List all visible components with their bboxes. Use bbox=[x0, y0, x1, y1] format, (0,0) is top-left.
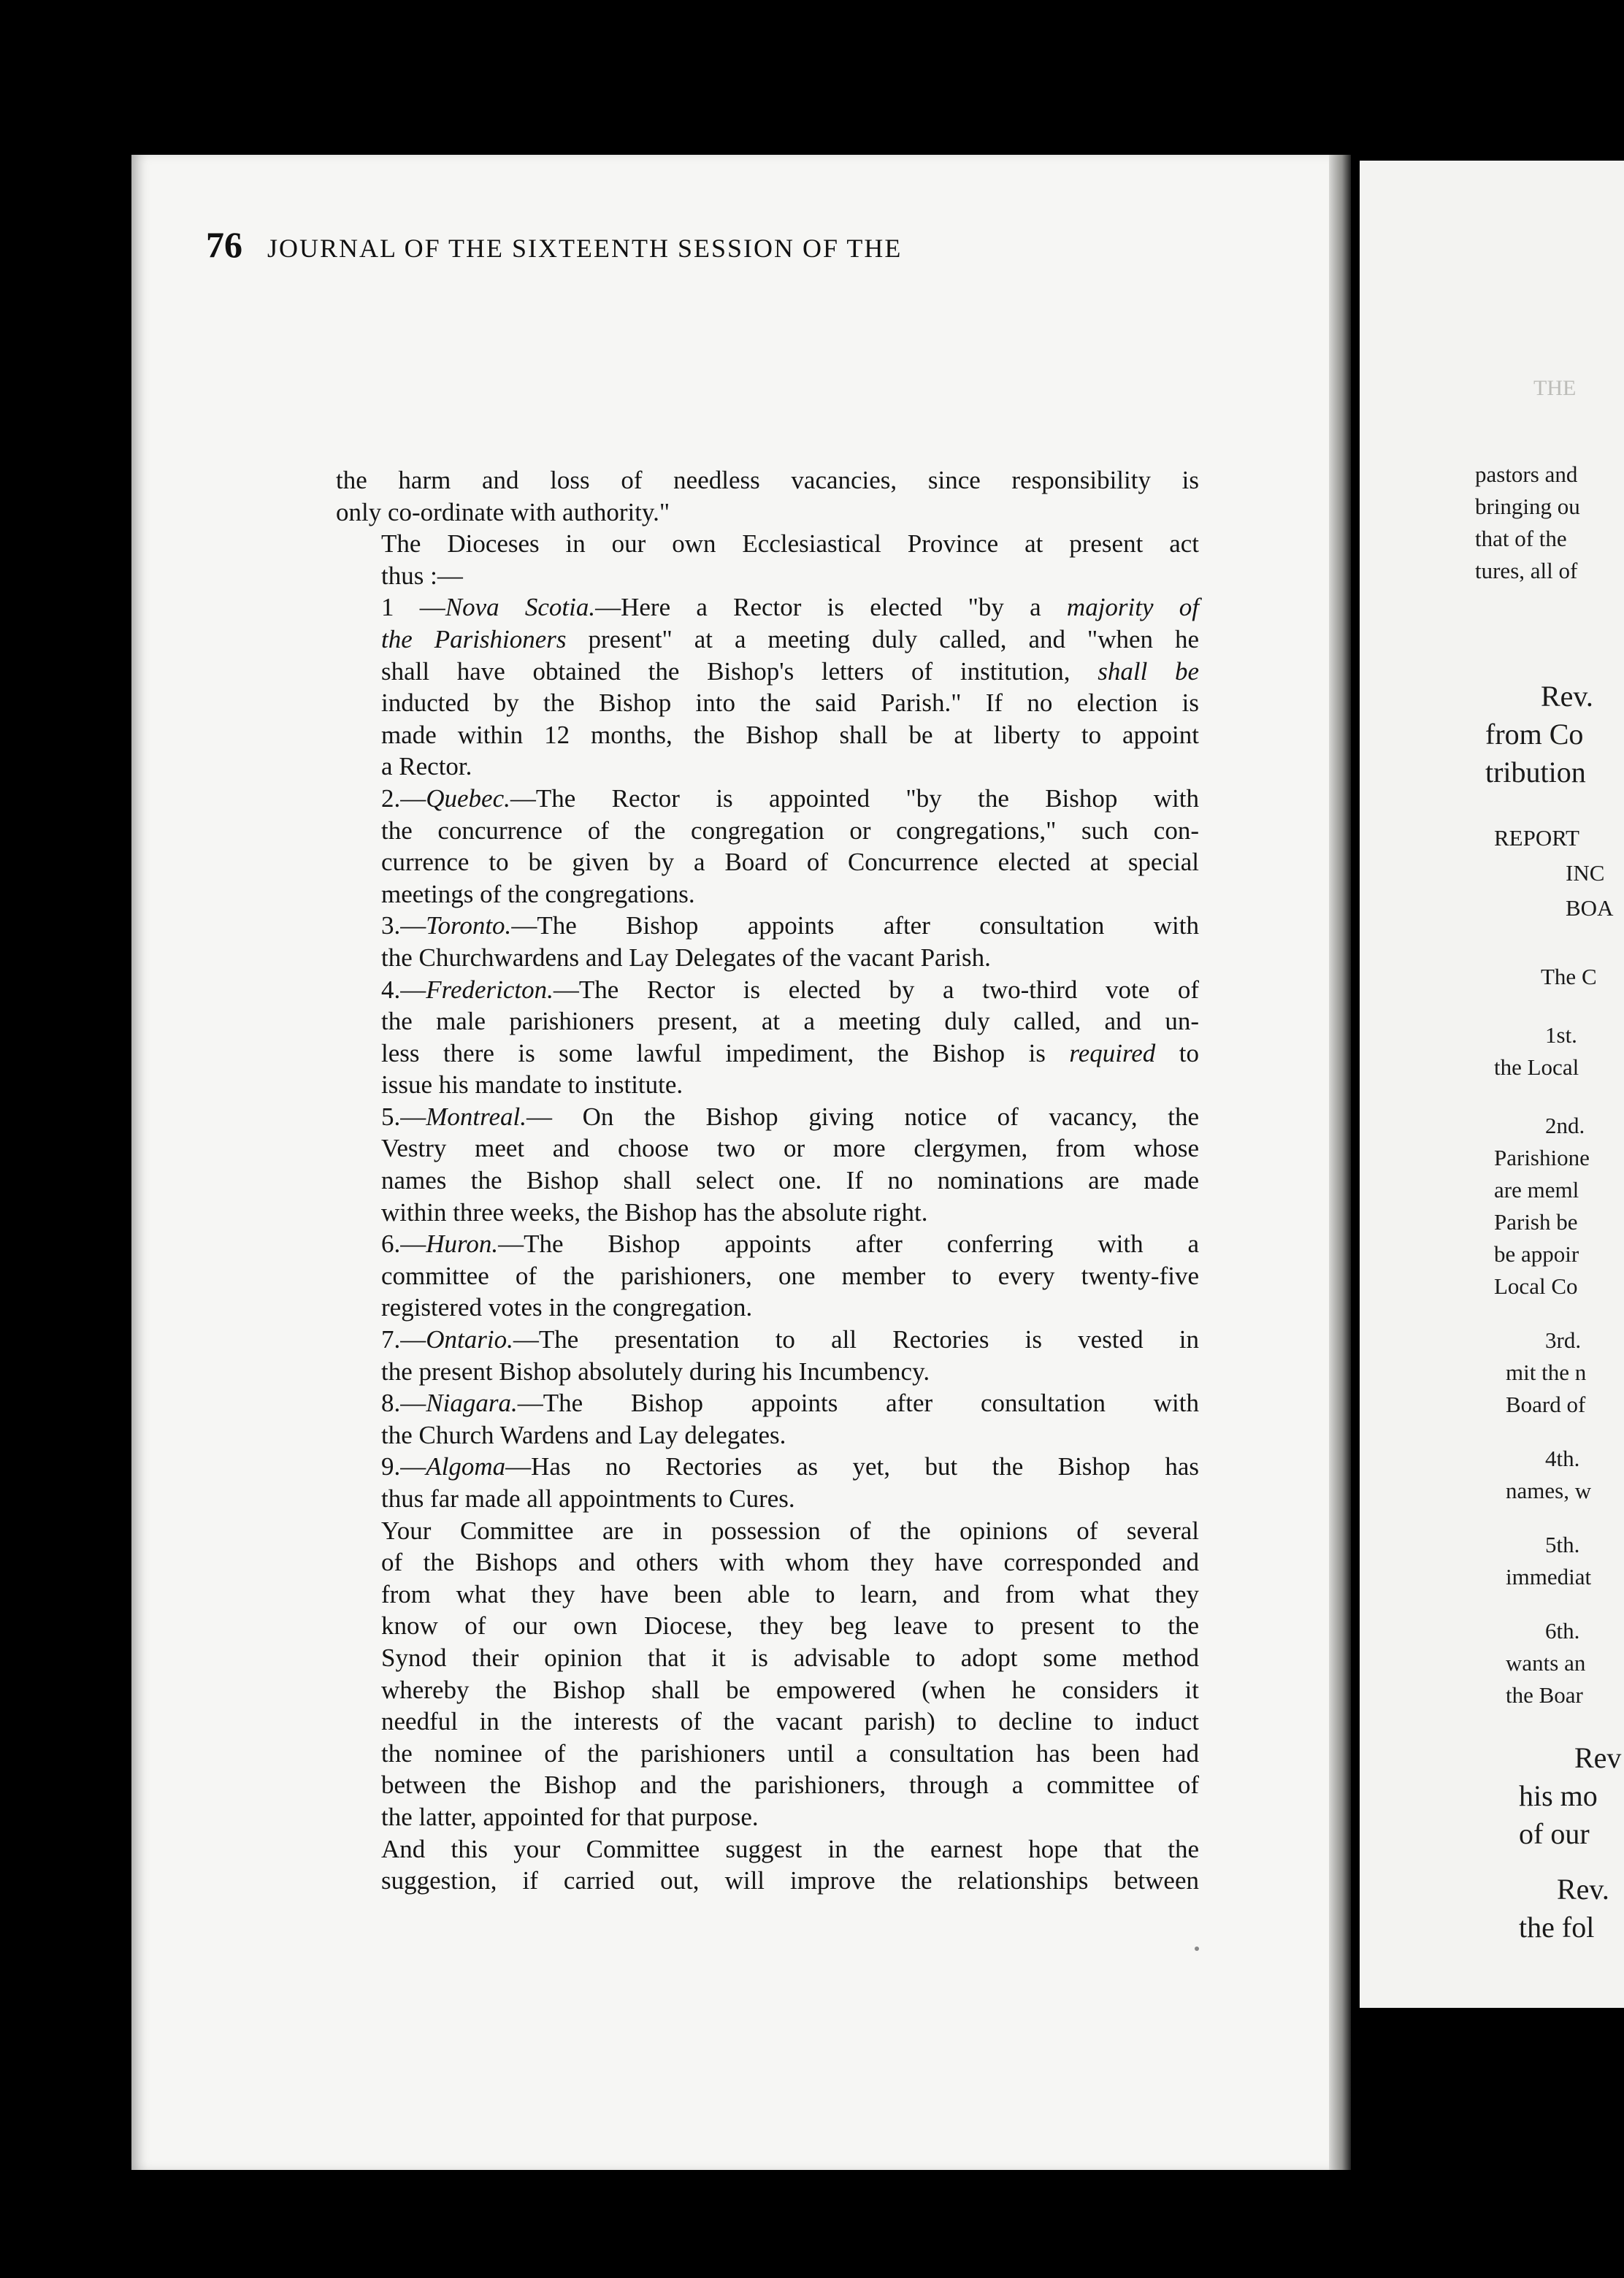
text-line: the Churchwardens and Lay Delegates of the vacant Parish. bbox=[381, 943, 991, 972]
right-line: INC bbox=[1566, 860, 1605, 886]
text-line: issue his mandate to institute. bbox=[381, 1070, 683, 1100]
text-line: the nominee of the parishioners until a consultation has been had bbox=[381, 1738, 1199, 1768]
right-line: Parishione bbox=[1494, 1145, 1590, 1170]
body-text bbox=[336, 464, 1199, 1897]
diocese-name: Ontario. bbox=[426, 1325, 513, 1354]
text-line: And this your Committee suggest in the earnest hope that the bbox=[381, 1834, 1199, 1863]
right-line: pastors and bbox=[1475, 461, 1578, 487]
paragraph bbox=[336, 464, 1199, 528]
paragraph-montreal: 5.—Montreal.— On the Bishop giving notice of vacancy, the Vestry meet and choose two or more clergymen, from whose names the Bishop shall select one. If no nominations are made within three weeks, the Bishop has the absolute right. bbox=[336, 1101, 1199, 1228]
text-line: the male parishioners present, at a meeting duly called, and un- bbox=[381, 1007, 1199, 1036]
right-line: names, w bbox=[1506, 1478, 1592, 1503]
right-line: 4th. bbox=[1545, 1446, 1580, 1471]
text-line: between the Bishop and the parishioners, through a committee of bbox=[381, 1771, 1199, 1800]
right-line: BOA bbox=[1566, 895, 1614, 921]
paragraph-quebec: 2.—Quebec.—The Rector is appointed "by the Bishop with the concurrence of the congregation or congregations," such con- currence to be given by a Board of Concurrence elected at special meetings of the congregations. bbox=[336, 783, 1199, 910]
right-line: 1st. bbox=[1545, 1022, 1577, 1048]
right-line: are meml bbox=[1494, 1177, 1579, 1203]
text-line: The Dioceses in our own Ecclesiastical Province at present act bbox=[381, 529, 1199, 559]
text-line: a Rector. bbox=[381, 752, 472, 781]
text-line: registered votes in the congregation. bbox=[381, 1293, 753, 1322]
running-head: JOURNAL OF THE SIXTEENTH SESSION OF THE bbox=[267, 234, 903, 263]
right-line: 2nd. bbox=[1545, 1113, 1585, 1138]
diocese-name: Fredericton. bbox=[426, 975, 554, 1004]
text-line: the latter, appointed for that purpose. bbox=[381, 1802, 759, 1831]
right-line: immediat bbox=[1506, 1564, 1592, 1589]
text-line: the harm and loss of needless vacancies, since responsibility is bbox=[336, 466, 1199, 494]
right-line: from Co bbox=[1485, 718, 1584, 751]
diocese-name: Niagara. bbox=[426, 1389, 518, 1418]
right-line: 3rd. bbox=[1545, 1327, 1582, 1353]
print-speck bbox=[1195, 1947, 1199, 1951]
text-line: know of our own Diocese, they beg leave to present to the bbox=[381, 1611, 1199, 1641]
text-line: of the Bishops and others with whom they have corresponded and bbox=[381, 1548, 1199, 1577]
right-line: wants an bbox=[1506, 1650, 1586, 1676]
text-line: meetings of the congregations. bbox=[381, 879, 695, 908]
right-running-head-fragment: THE bbox=[1533, 376, 1577, 400]
right-line: mit the n bbox=[1506, 1359, 1587, 1385]
text-line: Synod their opinion that it is advisable to adopt some method bbox=[381, 1643, 1199, 1672]
text-line: suggestion, if carried out, will improve the relationships between bbox=[381, 1866, 1199, 1895]
page-gutter bbox=[1329, 155, 1351, 2170]
text-line: only co-ordinate with authority." bbox=[336, 497, 670, 526]
diocese-name: Huron. bbox=[426, 1230, 499, 1259]
right-line: tribution bbox=[1485, 756, 1586, 789]
paragraph bbox=[336, 1515, 1199, 1833]
paragraph-toronto: 3.—Toronto.—The Bishop appoints after consultation with the Churchwardens and Lay Delegates of the vacant Parish. bbox=[336, 910, 1199, 973]
right-line: that of the bbox=[1475, 526, 1567, 551]
diocese-name: Algoma bbox=[426, 1452, 506, 1481]
text-line: committee of the parishioners, one member to every twenty-five bbox=[381, 1261, 1199, 1290]
diocese-name: Toronto. bbox=[426, 911, 512, 940]
text-line: the Church Wardens and Lay delegates. bbox=[381, 1420, 786, 1449]
paragraph-niagara: 8.—Niagara.—The Bishop appoints after consultation with the Church Wardens and Lay delegates. bbox=[336, 1387, 1199, 1451]
paragraph bbox=[336, 1833, 1199, 1897]
paragraph-nova-scotia: 1 —Nova Scotia.—Here a Rector is elected "by a majority of the Parishioners present" at a meeting duly called, and "when he shall have obtained the Bishop's letters of institution, shall be inducted by the Bishop into the said Parish." If no election is made within 12 months, the Bishop shall be at liberty to appoint a Rector. bbox=[336, 591, 1199, 783]
right-line: Parish be bbox=[1494, 1209, 1578, 1235]
right-line: Board of bbox=[1506, 1392, 1586, 1417]
text-line: Vestry meet and choose two or more clergymen, from whose bbox=[381, 1134, 1199, 1163]
text-line: thus far made all appointments to Cures. bbox=[381, 1484, 795, 1513]
right-line: bringing ou bbox=[1475, 494, 1580, 519]
right-line: his mo bbox=[1519, 1779, 1598, 1812]
right-line: The C bbox=[1541, 964, 1597, 989]
right-page bbox=[1360, 161, 1624, 2008]
right-line: 6th. bbox=[1545, 1618, 1580, 1644]
paragraph-ontario: 7.—Ontario.—The presentation to all Rectories is vested in the present Bishop absolutely during his Incumbency. bbox=[336, 1324, 1199, 1387]
right-line: Local Co bbox=[1494, 1273, 1578, 1299]
right-line: Rev. bbox=[1557, 1873, 1609, 1906]
text-line: the present Bishop absolutely during his Incumbency. bbox=[381, 1357, 930, 1386]
right-line: 5th. bbox=[1545, 1532, 1580, 1557]
page-number: 76 bbox=[206, 224, 242, 265]
diocese-name: Nova Scotia. bbox=[445, 593, 596, 622]
diocese-name: Quebec. bbox=[426, 783, 510, 813]
text-line: from what they have been able to learn, and from what they bbox=[381, 1579, 1199, 1608]
text-line: needful in the interests of the vacant parish) to decline to induct bbox=[381, 1707, 1199, 1736]
right-line: the fol bbox=[1519, 1911, 1595, 1944]
paragraph-fredericton: 4.—Fredericton.—The Rector is elected by a two-third vote of the male parishioners present, at a meeting duly called, and un- less there is some lawful impediment, the Bishop is required to issue his mandate to institute. bbox=[336, 974, 1199, 1101]
right-line: the Boar bbox=[1506, 1682, 1583, 1708]
text-line: within three weeks, the Bishop has the absolute right. bbox=[381, 1197, 928, 1227]
diocese-name: Montreal. bbox=[426, 1102, 526, 1131]
right-line: tures, all of bbox=[1475, 558, 1578, 583]
right-line: Rev bbox=[1574, 1741, 1622, 1774]
paragraph bbox=[336, 528, 1199, 591]
text-line: thus :— bbox=[381, 561, 463, 590]
right-line: Rev. bbox=[1541, 680, 1593, 713]
page-header bbox=[206, 223, 1199, 282]
right-line: REPORT bbox=[1494, 825, 1579, 851]
right-line: be appoir bbox=[1494, 1241, 1579, 1267]
text-line: Your Committee are in possession of the opinions of several bbox=[381, 1516, 1199, 1545]
text-line: whereby the Bishop shall be empowered (when he considers it bbox=[381, 1675, 1199, 1704]
text-line: made within 12 months, the Bishop shall be at liberty to appoint bbox=[381, 720, 1199, 749]
right-line: of our bbox=[1519, 1817, 1590, 1850]
text-line: inducted by the Bishop into the said Parish." If no election is bbox=[381, 689, 1199, 718]
paragraph-huron: 6.—Huron.—The Bishop appoints after conferring with a committee of the parishioners, one member to every twenty-five registered votes in the congregation. bbox=[336, 1228, 1199, 1324]
right-line: the Local bbox=[1494, 1054, 1579, 1080]
text-line: currence to be given by a Board of Concurrence elected at special bbox=[381, 848, 1199, 877]
paragraph-algoma: 9.—Algoma—Has no Rectories as yet, but the Bishop has thus far made all appointments to Cures. bbox=[336, 1451, 1199, 1514]
text-line: the concurrence of the congregation or congregations," such con- bbox=[381, 816, 1199, 845]
text-line: names the Bishop shall select one. If no nominations are made bbox=[381, 1166, 1199, 1195]
